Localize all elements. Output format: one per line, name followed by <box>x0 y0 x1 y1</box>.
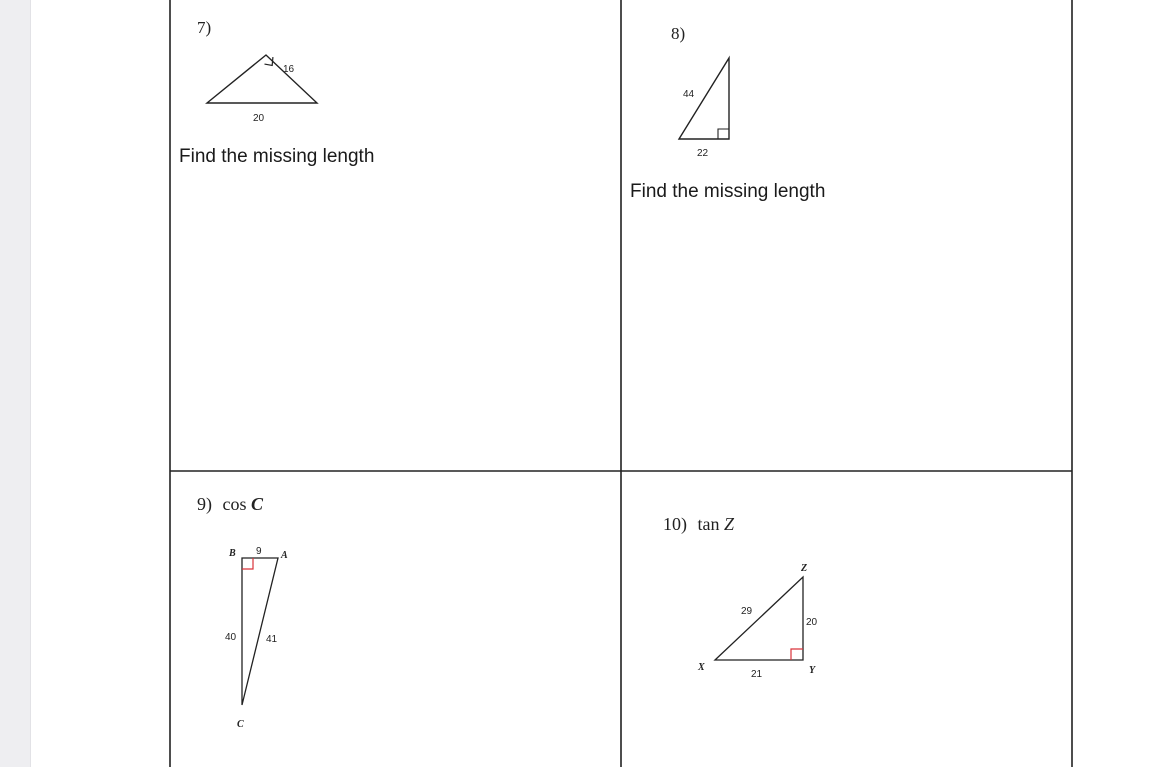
problem-9-func: cos <box>222 494 247 514</box>
problem-9-side-ac: 41 <box>266 634 278 645</box>
problem-10-vertex-x: X <box>698 662 705 673</box>
problem-10-side-xz: 29 <box>741 606 753 617</box>
problem-7-instruction: Find the missing length <box>179 146 375 167</box>
problem-9-var: C <box>251 494 264 514</box>
problem-8-instruction: Find the missing length <box>630 181 826 202</box>
problem-7-side-b: 20 <box>253 113 265 124</box>
problem-10-func: tan <box>697 514 720 534</box>
problem-7-triangle <box>201 50 331 125</box>
problem-10-var: Z <box>724 514 735 534</box>
problem-10-side-zy: 20 <box>806 617 818 628</box>
problem-7-side-a: 16 <box>283 64 295 75</box>
table-grid-lines <box>31 0 1157 767</box>
problem-9-number: 9) <box>197 494 212 514</box>
viewer-side-strip <box>0 0 31 767</box>
problem-8-triangle <box>671 52 751 162</box>
problem-10-label <box>663 514 734 535</box>
problem-9-vertex-b: B <box>229 548 236 559</box>
problem-9-vertex-a: A <box>281 550 288 561</box>
problem-10-vertex-z: Z <box>801 563 808 574</box>
problem-10-vertex-y: Y <box>809 665 816 676</box>
problem-8-number: 8) <box>671 24 686 43</box>
problem-10-side-xy: 21 <box>751 669 763 680</box>
problem-9-side-ba: 9 <box>256 546 262 557</box>
problem-9-side-bc: 40 <box>225 632 237 643</box>
problem-10-number: 10) <box>663 514 687 534</box>
problem-10-triangle <box>691 555 831 685</box>
problem-8-side-b: 22 <box>697 148 709 159</box>
problem-8-side-a: 44 <box>683 89 695 100</box>
problem-7-number: 7) <box>197 18 212 37</box>
problem-9-triangle <box>211 535 311 735</box>
problem-9-label <box>197 494 263 515</box>
worksheet-page <box>31 0 1157 767</box>
problem-9-vertex-c: C <box>237 719 244 730</box>
